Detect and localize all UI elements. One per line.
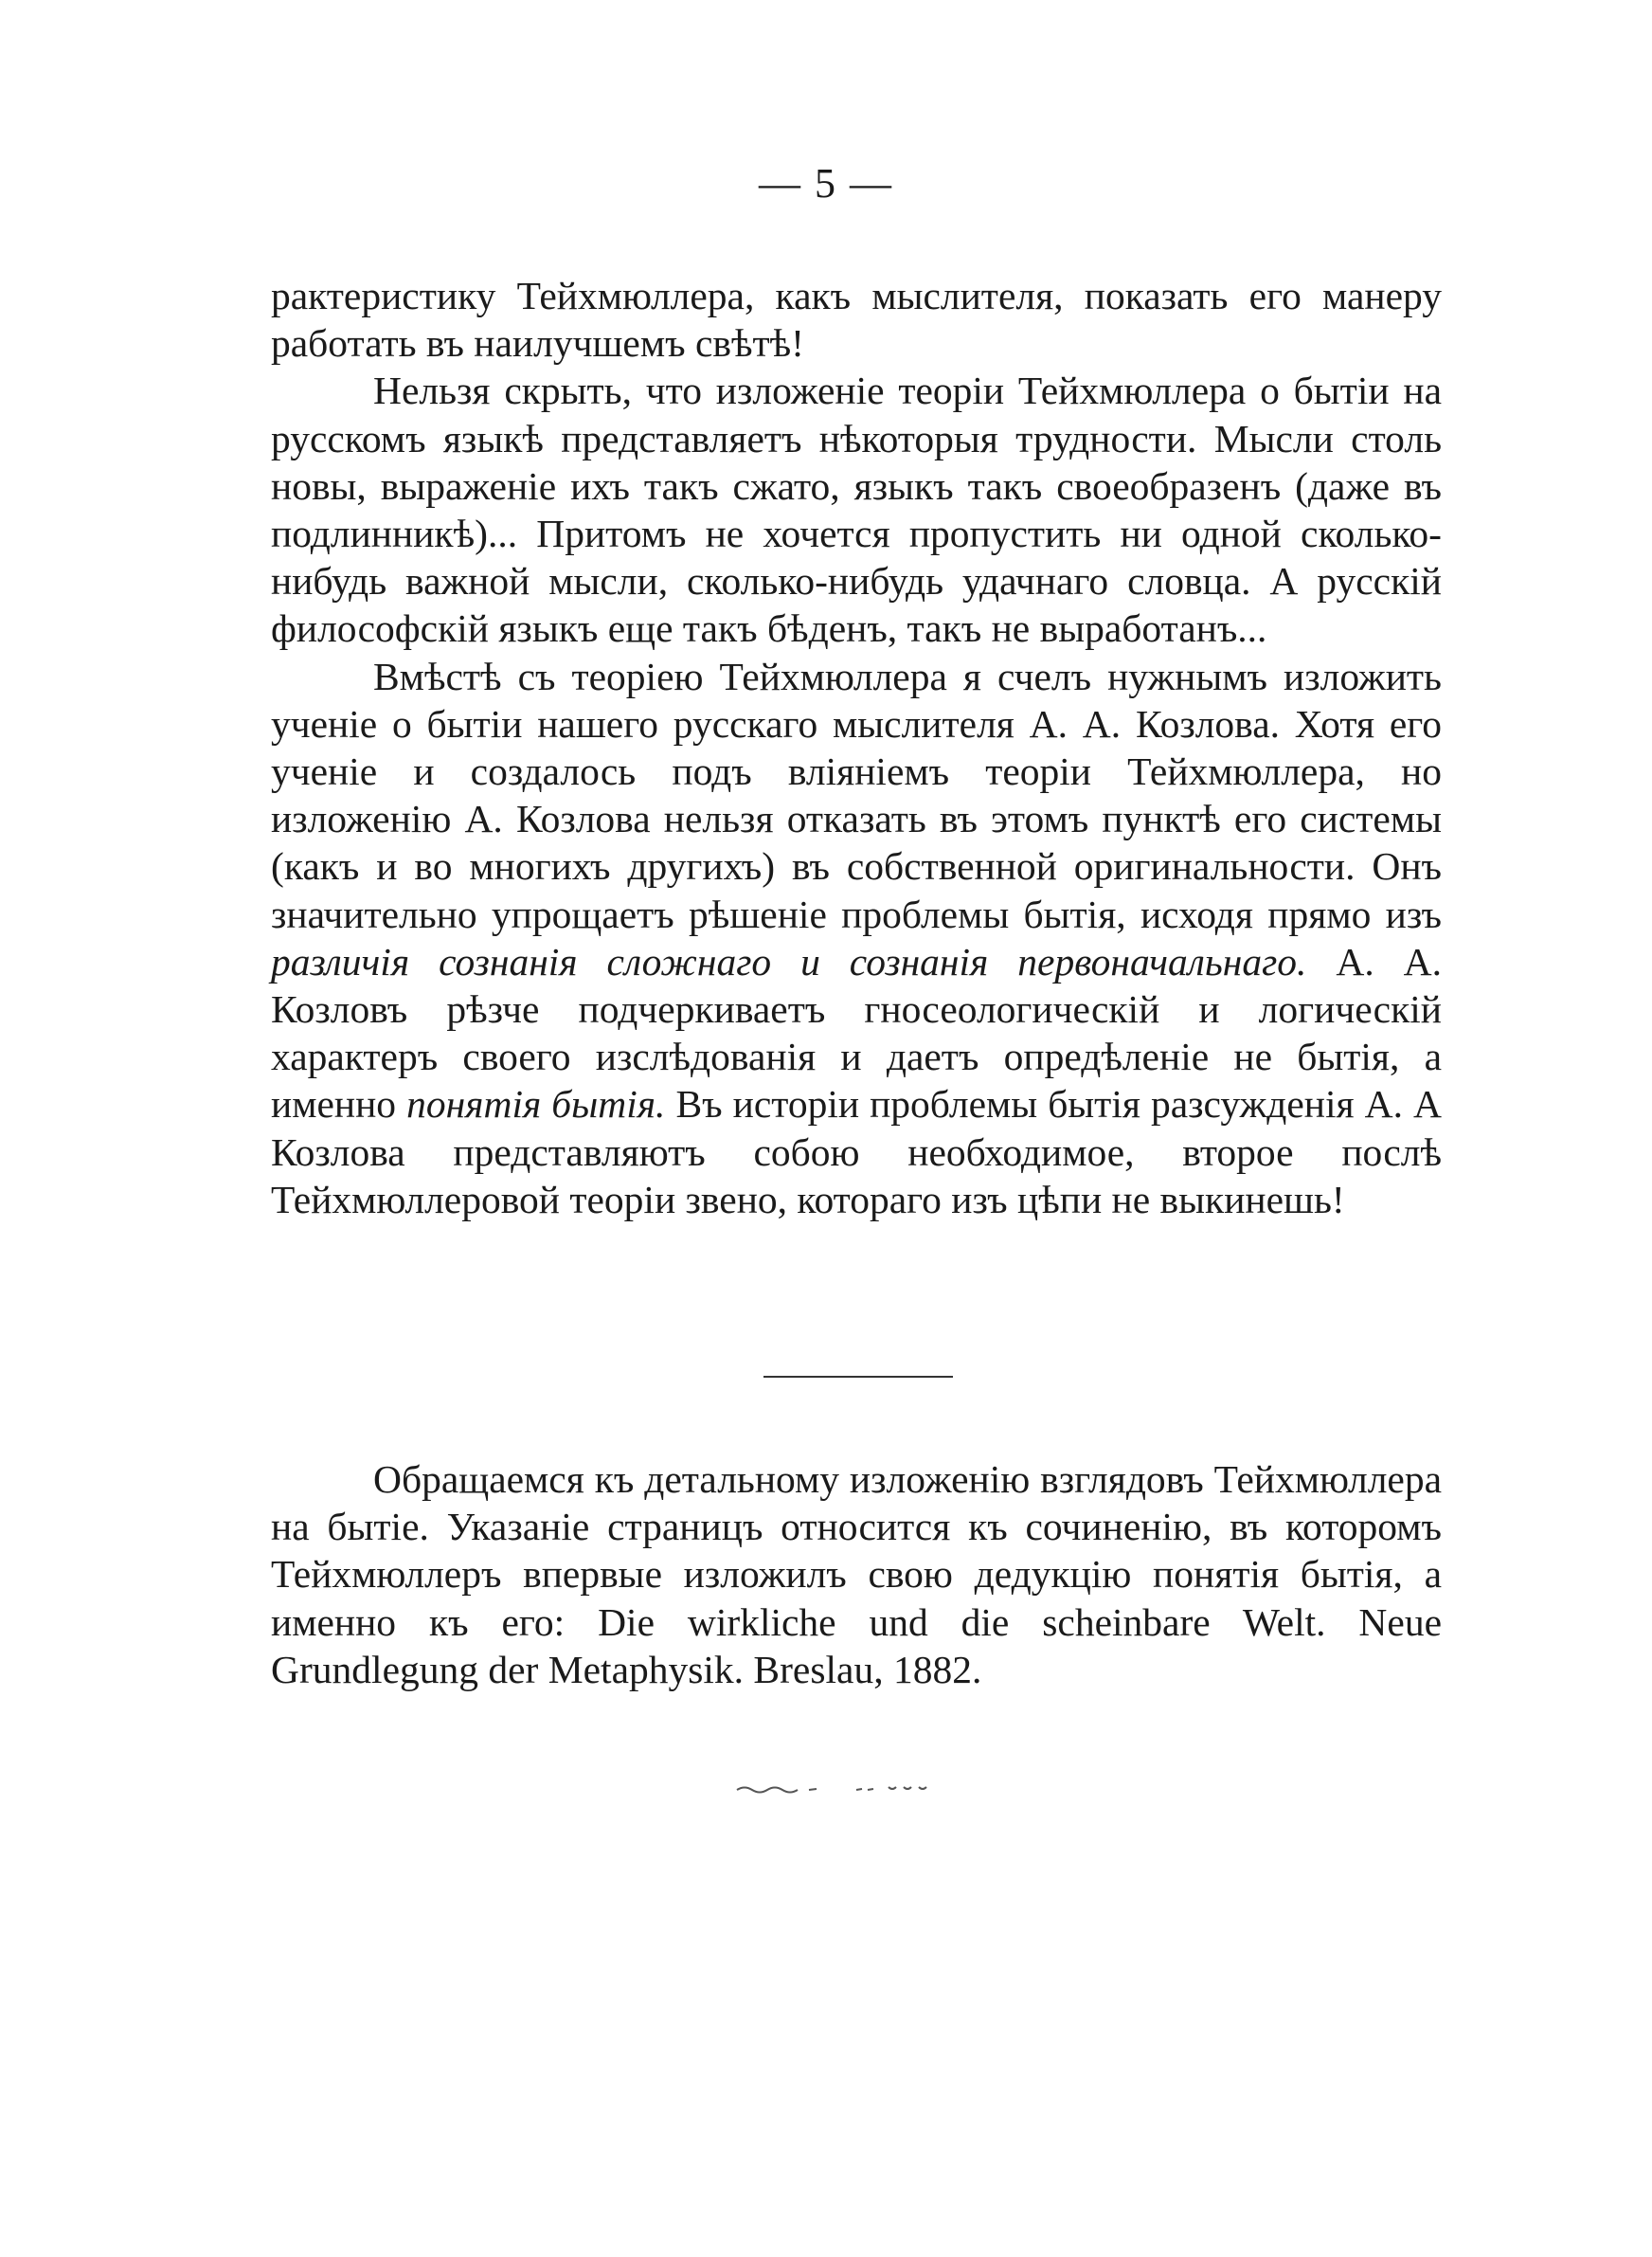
paragraph <box>271 367 1442 652</box>
paragraph-text: Въ исторіи проблемы бытія разсужденія А. А Козлова представляютъ собою необходимое, второе послѣ Тейхмюллеровой теоріи звено, котораго изъ цѣпи не выкинешь! <box>271 1082 1442 1221</box>
emphasis-text: понятія бытія. <box>406 1082 666 1127</box>
paragraph <box>271 272 1442 367</box>
tail-ornament <box>735 1781 962 1795</box>
paragraph-text: рактеристику Тейхмюллера, какъ мыслителя, показать его манеру работать въ наилучшемъ свѣтѣ! <box>271 274 1442 366</box>
note-paragraph: Обращаемся къ детальному изложенію взглядовъ Тейхмюллера на бытіе. Указаніе страницъ относится къ сочиненію, въ которомъ Тейхмюллеръ впервые изложилъ свою дедукцію понятія бытія, а именно къ его: Die wirkliche und die scheinbare Welt. Neue Grundlegung der Metaphysik. Breslau, 1882. <box>271 1457 1442 1691</box>
paragraph-text: Нельзя скрыть, что изложеніе теоріи Тейхмюллера о бытіи на русскомъ языкѣ представляетъ нѣкоторыя трудности. Мысли столь новы, выраженіе ихъ такъ сжато, языкъ такъ своеобразенъ (даже въ подлинникѣ)... Притомъ не хочется пропустить ни одной сколько-нибудь важной мысли, сколько-нибудь удачнаго словца. А русскій философскій языкъ еще такъ бѣденъ, такъ не выработанъ... <box>271 369 1442 651</box>
page-number: — 5 — <box>759 160 893 207</box>
section-separator <box>763 1376 953 1378</box>
emphasis-text: различія сознанія сложнаго и сознанія первоначальнаго. <box>271 939 1307 984</box>
note-text <box>271 1455 1442 1693</box>
paragraph <box>271 653 1442 1223</box>
paragraph-text: Вмѣстѣ съ теоріею Тейхмюллера я счелъ нужнымъ изложить ученіе о бытіи нашего русскаго мыслителя А. А. Козлова. Хотя его ученіе и создалось подъ вліяніемъ теоріи Тейхмюллера, но изложенію А. Козлова нельзя отказать въ этомъ пунктѣ его системы (какъ и во многихъ другихъ) въ собственной оригинальности. Онъ значительно упрощаетъ рѣшеніе проблемы бытія, исходя прямо изъ <box>271 654 1442 936</box>
paragraph-text: А. А. Козловъ рѣзче подчеркиваетъ гносеологическій и логическій характеръ своего изслѣдованія и даетъ опредѣленіе не бытія, а именно <box>271 939 1442 1127</box>
main-text <box>271 272 1442 1223</box>
